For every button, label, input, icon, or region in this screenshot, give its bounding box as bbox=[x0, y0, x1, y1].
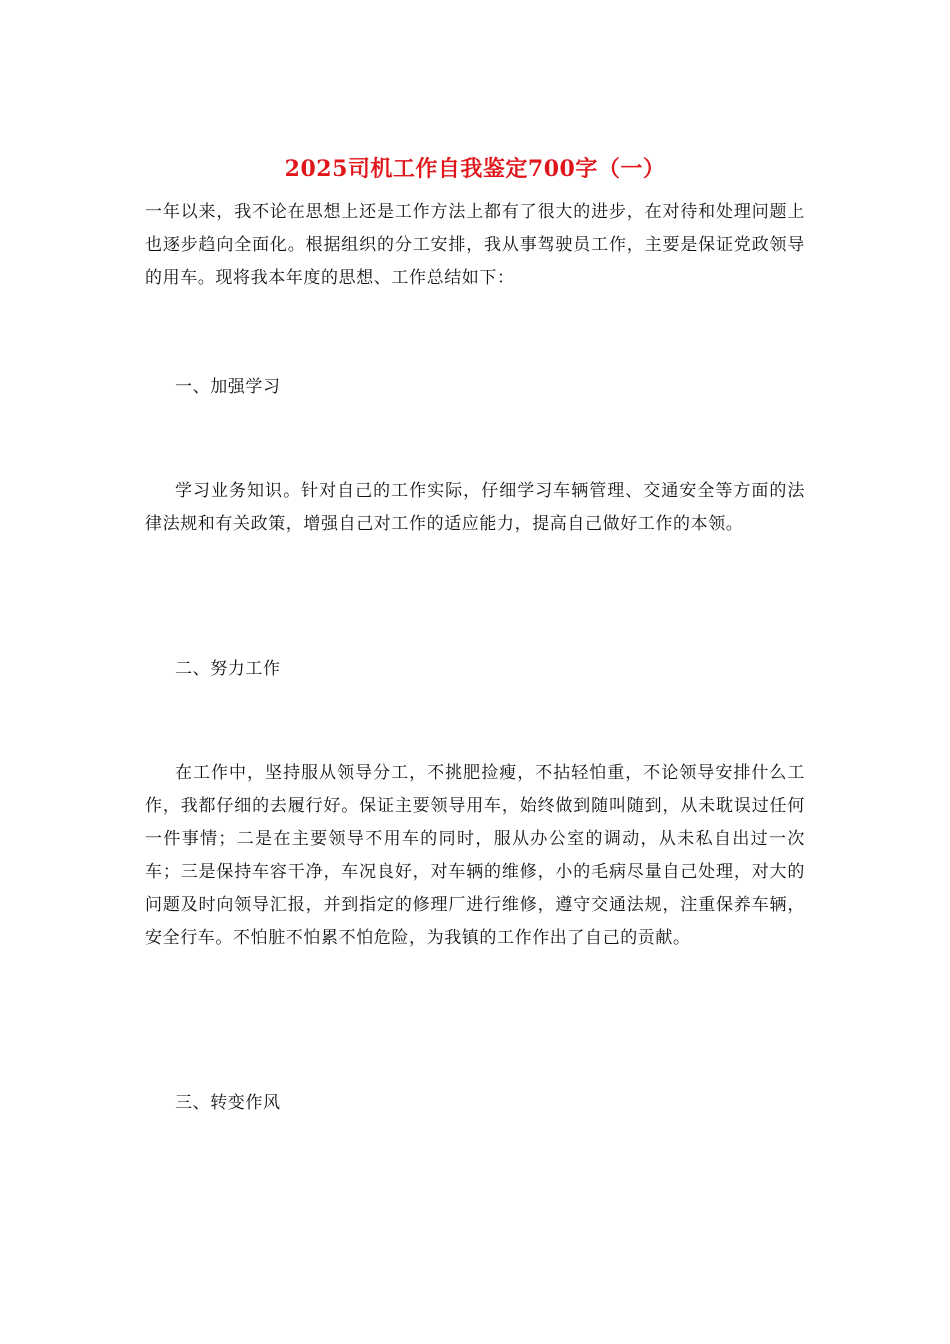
section-heading-3: 三、转变作风 bbox=[175, 1093, 281, 1113]
document-title: 2025司机工作自我鉴定700字（一） bbox=[284, 156, 666, 182]
section-body-2: 在工作中，坚持服从领导分工，不挑肥捡瘦，不拈轻怕重，不论领导安排什么工作，我都仔细的去履行好。保证主要领导用车，始终做到随叫随到，从未耽误过任何一件事情；二是在主要领导不用车的同时，服从办公室的调动，从未私自出过一次车；三是保持车容干净，车况良好，对车辆的维修，小的毛病尽量自己处理，对大的问题及时向领导汇报，并到指定的修理厂进行维修，遵守交通法规，注重保养车辆，安全行车。不怕脏不怕累不怕危险，为我镇的工作作出了自己的贡献。 bbox=[145, 763, 805, 948]
intro-paragraph: 一年以来，我不论在思想上还是工作方法上都有了很大的进步，在对待和处理问题上也逐步趋向全面化。根据组织的分工安排，我从事驾驶员工作，主要是保证党政领导的用车。现将我本年度的思想、工作总结如下： bbox=[145, 202, 805, 288]
section-body-1: 学习业务知识。针对自己的工作实际，仔细学习车辆管理、交通安全等方面的法律法规和有关政策，增强自己对工作的适应能力，提高自己做好工作的本领。 bbox=[145, 481, 805, 534]
section-heading-1: 一、加强学习 bbox=[175, 377, 281, 397]
section-heading-2: 二、努力工作 bbox=[175, 659, 281, 679]
